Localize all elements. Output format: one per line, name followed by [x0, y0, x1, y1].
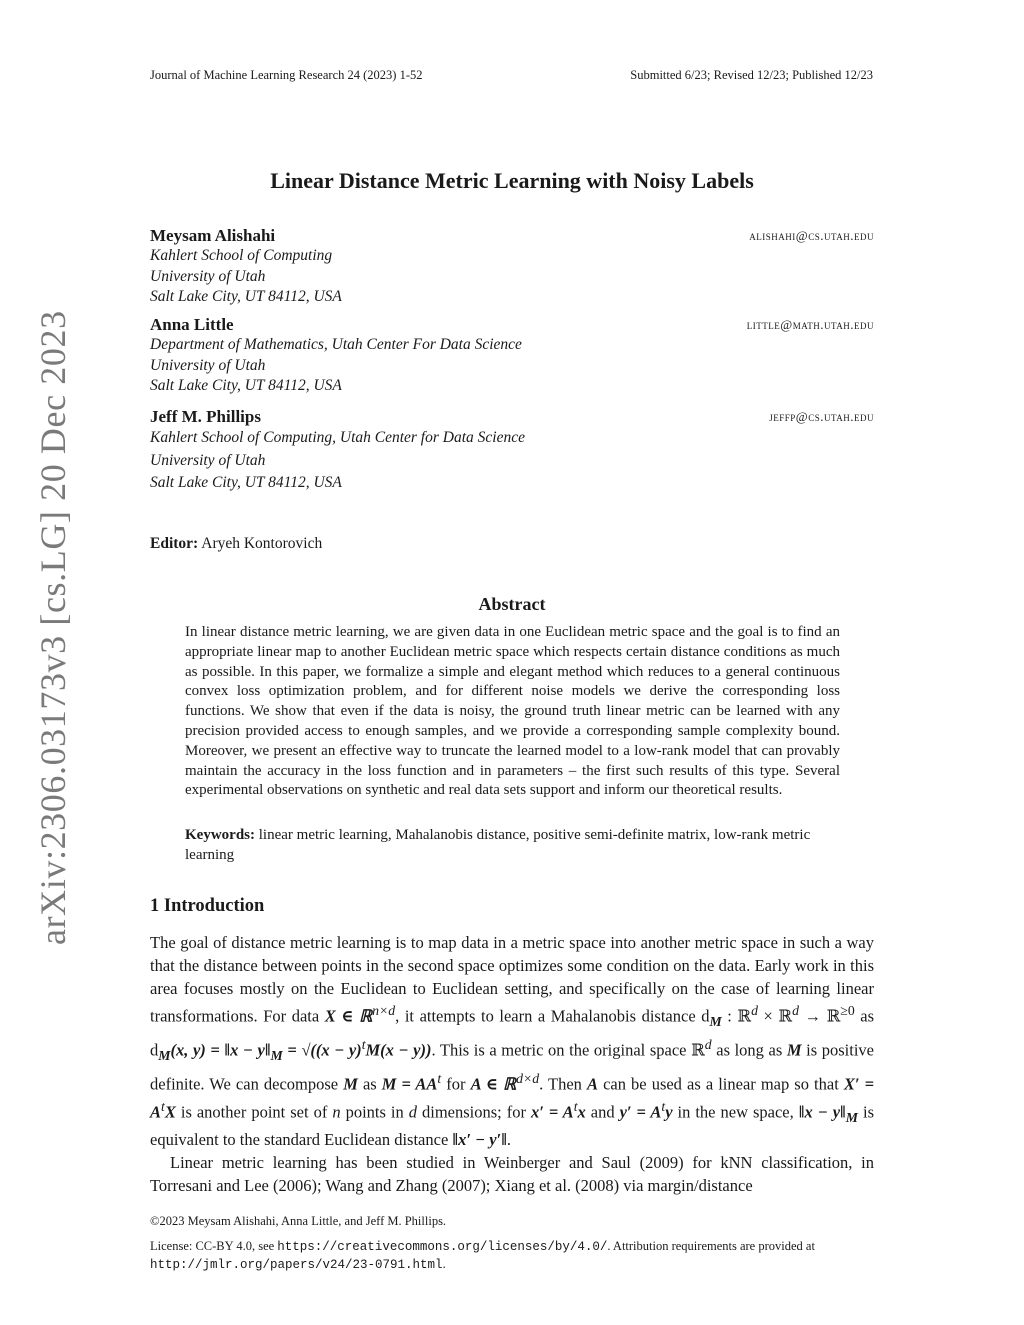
editor-name: Aryeh Kontorovich: [201, 535, 323, 552]
keywords-list: linear metric learning, Mahalanobis distance, positive semi-definite matrix, low-rank metric learning: [185, 827, 811, 863]
abstract-text: In linear distance metric learning, we are given data in one Euclidean metric space and the goal is to find an appropriate linear map to another Euclidean metric space which respects certain distance conditions as much as possible. In this paper, we formalize a simple and elegant method which reduces to a general continuous convex loss optimization problem, and for different noise models we derive the corresponding loss functions. We show that even if the data is noisy, the ground truth linear metric can be learned with any precision provided access to enough samples, and we provide a corresponding sample complexity bound. Moreover, we present an effective way to truncate the learned model to a low-rank model that can provably maintain the accuracy in the loss function and in parameters – the first such results of this type. Several experimental observations on synthetic and real data sets support and inform our theoretical results.: [185, 624, 840, 799]
license-link[interactable]: https://creativecommons.org/licenses/by/4.0/: [277, 1240, 608, 1254]
author-affiliation: University of Utah: [150, 451, 266, 469]
author-block: [150, 407, 874, 495]
introduction-body: [150, 932, 874, 1198]
author-affiliation: Salt Lake City, UT 84112, USA: [150, 377, 342, 394]
author-affiliation: University of Utah: [150, 267, 266, 285]
author-affiliation: Department of Mathematics, Utah Center For Data Science: [150, 336, 522, 353]
publication-dates: Submitted 6/23; Revised 12/23; Published 12/23: [630, 68, 873, 82]
editor-label: Editor:: [150, 535, 199, 552]
copyright-notice: ©2023 Meysam Alishahi, Anna Little, and Jeff M. Phillips.: [150, 1214, 447, 1228]
author-affiliation: Kahlert School of Computing: [150, 247, 333, 264]
author-affiliation: University of Utah: [150, 356, 266, 374]
author-email[interactable]: alishahi@cs.utah.edu: [749, 228, 874, 243]
paragraph: Linear metric learning has been studied in Weinberger and Saul (2009) for kNN classification, in Torresani and Lee (2006); Wang and Zhang (2007); Xiang et al. (2008) via margin/distance: [150, 1153, 874, 1196]
abstract-heading: Abstract: [478, 594, 546, 614]
author-name: Meysam Alishahi: [150, 226, 276, 245]
keywords: [185, 826, 840, 866]
author-email[interactable]: jeffp@cs.utah.edu: [769, 409, 874, 424]
section-number: 1: [150, 896, 160, 916]
journal-header: Journal of Machine Learning Research 24 (2023) 1-52: [150, 68, 423, 82]
author-name: Anna Little: [150, 315, 234, 334]
author-affiliation: Salt Lake City, UT 84112, USA: [150, 474, 342, 491]
section-title: Introduction: [163, 896, 265, 916]
author-block: [150, 315, 874, 397]
author-affiliation: Kahlert School of Computing, Utah Center for Data Science: [150, 429, 525, 446]
license-notice: License: CC-BY 4.0, see https://creativecommons.org/licenses/by/4.0/. Attribution requirements are provided at http://jmlr.org/papers/v24/23-0791.html.: [150, 1239, 815, 1272]
editor-line: [150, 535, 322, 553]
paragraph: The goal of distance metric learning is to map data in a metric space into another metric space in such a way that the distance between points in the second space optimizes some condition on the data. Early work in this area focuses mostly on the Euclidean to Euclidean setting, and specifically on the case of learning linear transformations. For data X ∈ ℝ$^{n\times d}$, it attempts to learn a Mahalanobis distance $d_M$ : ℝ$^d$ × ℝ$^d$ → ℝ$^{\ge 0}$ as $d_M(x$, y) = ‖x − $y‖_M = √((x - y)^tM(x - y))$. This is a metric on the original space ℝ$^d$ as long as M is positive definite. We can decompose M as $M = AA^t$ for A ∈ ℝ$^{d\times d}$. Then A can be used as a linear map so that $X' = A^tX$ is another point set of n points in d dimensions; for $x' = A^tx$ and $y' = A^ty$ in the new space, ‖x − $y‖_M$ is equivalent to the standard Euclidean distance ‖x′ − y′‖.: [150, 933, 874, 1150]
paper-title: Linear Distance Metric Learning with Noisy Labels: [270, 168, 754, 193]
author-affiliation: Salt Lake City, UT 84112, USA: [150, 288, 342, 305]
arxiv-stamp: arXiv:2306.03173v3 [cs.LG] 20 Dec 2023: [33, 310, 73, 945]
paper-link[interactable]: http://jmlr.org/papers/v24/23-0791.html: [150, 1258, 443, 1272]
section-heading: [150, 896, 264, 917]
keywords-label: Keywords:: [185, 827, 255, 843]
author-name: Jeff M. Phillips: [150, 407, 261, 426]
author-email[interactable]: little@math.utah.edu: [746, 317, 874, 332]
author-block: [150, 226, 874, 308]
